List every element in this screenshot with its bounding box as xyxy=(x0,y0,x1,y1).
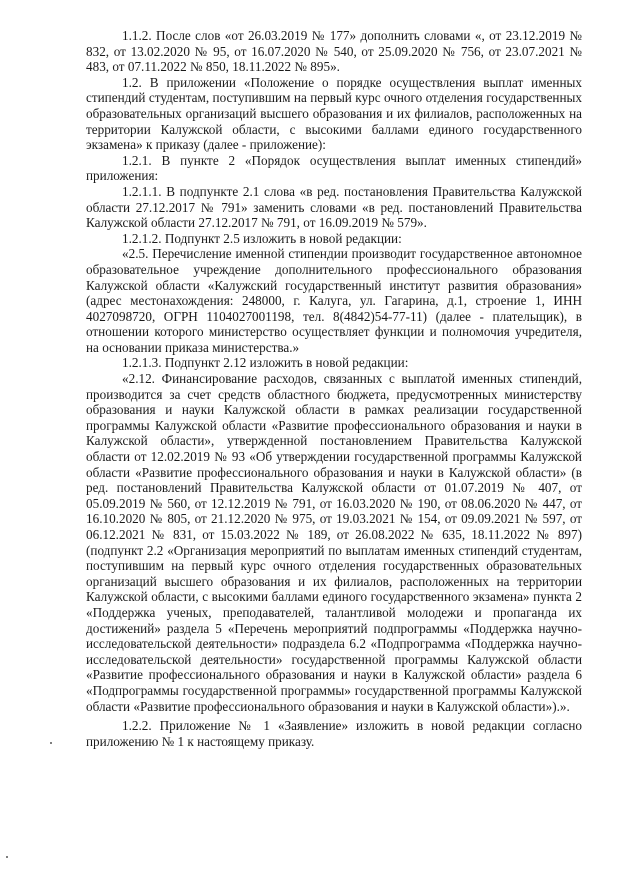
paragraph-1-2-1-2: 1.2.1.2. Подпункт 2.5 изложить в новой редакции: xyxy=(122,230,402,246)
paragraph-1-1-2: 1.1.2. После слов «от 26.03.2019 № 177» дополнить словами «, от 23.12.2019 № 832, от 13.02.2020 № 95, от 16.07.2020 № 540, от 25.09.2020 № 756, от 23.07.2021 № 483, от 07.11.2022 № 850, 18.11.2022 № 895». xyxy=(86,28,582,75)
scan-speck xyxy=(50,742,52,744)
paragraph-1-2-2: 1.2.2. Приложение № 1 «Заявление» изложить в новой редакции согласно приложению № 1 к настоящему приказу. xyxy=(86,718,582,749)
paragraph-1-2: 1.2. В приложении «Положение о порядке осуществления выплат именных стипендий студентам, поступившим на первый курс очного отделения государственных образовательных организаций высшего образования и их филиалов, расположенных на территории Калужской области, с высокими баллами единого государственного экзамена» к приказу (далее - приложение): xyxy=(86,74,582,153)
paragraph-2-5: «2.5. Перечисление именной стипендии производит государственное автономное образовательное учреждение дополнительного профессионального образования Калужской области «Калужский государственный институт развития образования» (адрес местонахождения: 248000, г. Калуга, ул. Гагарина, д.1, строение 1, ИНН 4027098720, ОГРН 1104027001198, тел. 8(4842)54-77-11) (далее - плательщик), в отношении которого министерство осуществляет функции и полномочия учредителя, на основании приказа министерства.» xyxy=(86,246,582,355)
paragraph-1-2-1: 1.2.1. В пункте 2 «Порядок осуществления выплат именных стипендий» приложения: xyxy=(86,152,582,184)
scan-speck xyxy=(6,856,8,858)
paragraph-2-12: «2.12. Финансирование расходов, связанных с выплатой именных стипендий, производится за счет средств областного бюджета, предусмотренных министерству образования и науки Калужской области в рамках реализации государственной программы Калужской области «Развитие профессионального образования и науки в Калужской области», утвержденной постановлением Правительства Калужской области от 12.02.2019 № 93 «Об утверждении государственной программы Калужской области «Развитие профессионального образования и науки в Калужской области» (в ред. постановлений Правительства Калужской области от 01.07.2019 № 407, от 05.09.2019 № 560, от 12.12.2019 № 791, от 16.03.2020 № 190, от 08.06.2020 № 447, от 16.10.2020 № 805, от 21.12.2020 № 975, от 19.03.2021 № 154, от 09.09.2021 № 597, от 06.12.2021 № 831, от 15.03.2022 № 189, от 26.08.2022 № 635, 18.11.2022 № 897) (подпункт 2.2 «Организация мероприятий по выплатам именных стипендий студентам, поступившим на первый курс очного отделения государственных образовательных организаций высшего образования и их филиалов, расположенных на территории Калужской области, с высокими баллами единого государственного экзамена» пункта 2 «Поддержка ученых, преподавателей, талантливой молодежи и пропаганда их достижений» раздела 5 «Перечень мероприятий подпрограммы «Поддержка научно-исследовательской деятельности» подраздела 6.2 «Подпрограмма «Поддержка научно-исследовательской деятельности» государственной программы Калужской области «Развитие профессионального образования и науки в Калужской области» раздела 6 «Подпрограммы государственной программы» государственной программы Калужской области «Развитие профессионального образования и науки в Калужской области»).». xyxy=(86,371,582,714)
paragraph-1-2-1-1: 1.2.1.1. В подпункте 2.1 слова «в ред. постановления Правительства Калужской области 27.12.2017 № 791» заменить словами «в ред. постановлений Правительства Калужской области 27.12.2017 № 791, от 16.09.2019 № 579». xyxy=(86,183,582,231)
paragraph-1-2-1-3: 1.2.1.3. Подпункт 2.12 изложить в новой редакции: xyxy=(122,355,409,371)
